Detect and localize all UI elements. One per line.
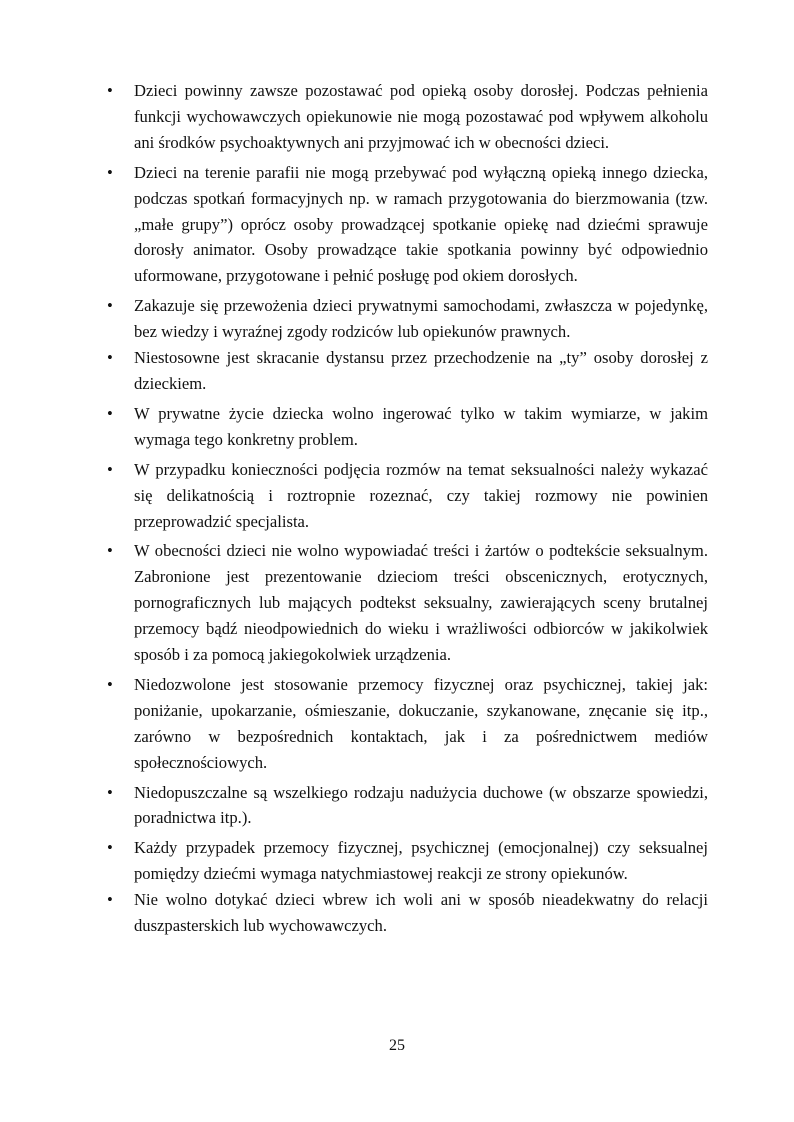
list-item [107,345,708,397]
list-item-text: Nie wolno dotykać dzieci wbrew ich woli ani w sposób nieadekwatny do relacji duszpasterskich lub wychowawczych. [134,890,708,936]
list-item [107,401,708,453]
bullet-icon: • [107,782,113,802]
list-item [107,160,708,290]
list-item [107,672,708,776]
bullet-icon: • [107,296,113,316]
bullet-icon: • [107,403,113,423]
list-item-text: W przypadku konieczności podjęcia rozmów na temat seksualności należy wykazać się delikatnością i roztropnie rozeznać, czy takiej rozmowy nie powinien przeprowadzić specjalista. [134,459,708,531]
list-item [107,538,708,668]
bullet-icon: • [107,890,113,910]
page-number: 25 [389,1037,405,1054]
list-item-text: Dzieci powinny zawsze pozostawać pod opieką osoby dorosłej. Podczas pełnienia funkcji wychowawczych opiekunowie nie mogą pozostawać pod wpływem alkoholu ani środków psychoaktywnych ani przyjmować ich w obecności dzieci. [134,81,708,152]
bullet-icon: • [107,348,113,368]
list-item-text: Każdy przypadek przemocy fizycznej, psychicznej (emocjonalnej) czy seksualnej pomiędzy dziećmi wymaga natychmiastowej reakcji ze strony opiekunów. [134,838,708,884]
bullet-icon: • [107,81,113,100]
list-item-text: Niedozwolone jest stosowanie przemocy fizycznej oraz psychicznej, takiej jak: poniżanie, upokarzanie, ośmieszanie, dokuczanie, szykanowane, znęcanie się itp., zarówno w bezpośrednich kontaktach, jak i za pośrednictwem mediów społecznościowych. [134,674,708,772]
list-item-text: Zakazuje się przewożenia dzieci prywatnymi samochodami, zwłaszcza w pojedynkę, bez wiedzy i wyraźnej zgody rodziców lub opiekunów prawnych. [134,296,708,342]
list-item [107,457,708,535]
bullet-icon: • [107,674,113,694]
bullet-icon: • [107,541,113,561]
list-item [107,293,708,345]
bullet-icon: • [107,459,113,479]
bullet-icon: • [107,162,113,182]
list-item [107,887,708,939]
list-item-text: Dzieci na terenie parafii nie mogą przebywać pod wyłączną opieką innego dziecka, podczas spotkań formacyjnych np. w ramach przygotowania do bierzmowania (tzw. „małe grupy”) oprócz osoby prowadzącej spotkanie opiekę nad dziećmi sprawuje dorosły animator. Osoby prowadzące takie spotkania powinny być odpowiednio uformowane, przygotowane i pełnić posługę pod okiem dorosłych. [134,162,708,286]
list-item [107,780,708,832]
list-item-text: Niestosowne jest skracanie dystansu przez przechodzenie na „ty” osoby dorosłej z dzieckiem. [134,348,708,393]
list-item [107,835,708,887]
list-item-text: Niedopuszczalne są wszelkiego rodzaju nadużycia duchowe (w obszarze spowiedzi, poradnictwa itp.). [134,782,708,828]
list-item-text: W obecności dzieci nie wolno wypowiadać treści i żartów o podtekście seksualnym. Zabronione jest prezentowanie dzieciom treści obscenicznych, erotycznych, pornograficznych lub mających podtekst seksualny, zawierających sceny brutalnej przemocy bądź nieodpowiednich do wieku i wrażliwości odbiorców w jakikolwiek sposób i za pomocą jakiegokolwiek urządzenia. [134,541,708,665]
bullet-icon: • [107,838,113,858]
list-item-text: W prywatne życie dziecka wolno ingerować tylko w takim wymiarze, w jakim wymaga tego konkretny problem. [134,403,708,449]
bullet-list [107,78,708,943]
list-item [107,78,708,156]
